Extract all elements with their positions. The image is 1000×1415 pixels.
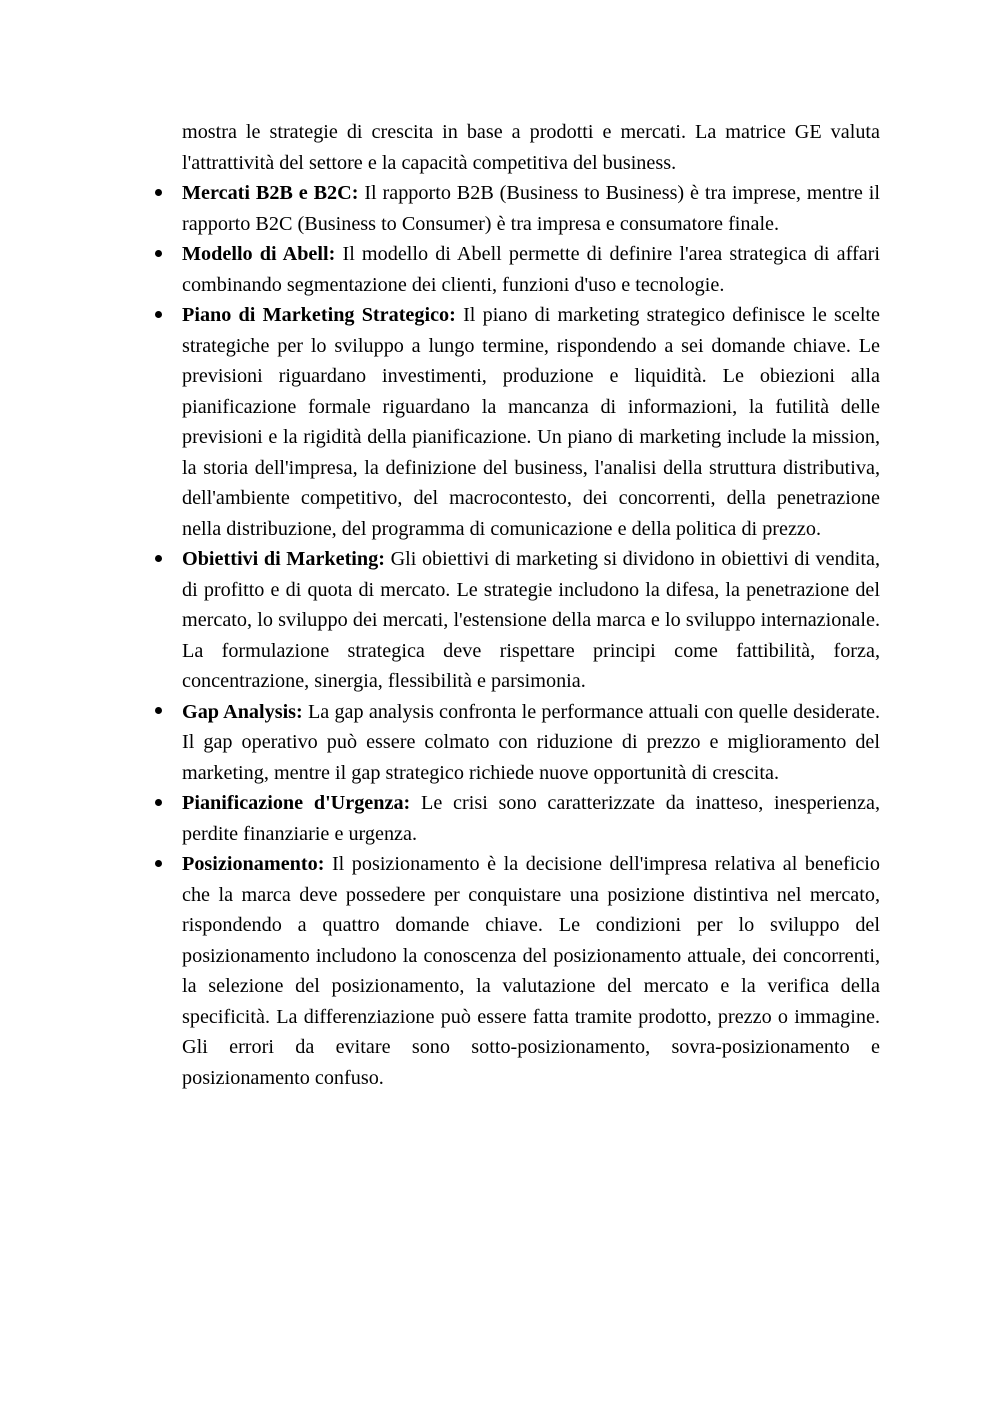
item-term: Piano di Marketing Strategico: xyxy=(182,304,464,326)
item-text: Il piano di marketing strategico definisce le scelte strategiche per lo sviluppo a lungo termine, rispondendo a sei domande chiave. Le previsioni riguardano investimenti, produzione e liquidità. Le obiezioni alla pianificazione formale riguardano la mancanza di informazioni, la futilità delle previsioni e la rigidità della pianificazione. Un piano di marketing include la mission, la storia dell'impresa, la definizione del business, l'analisi della struttura distributiva, dell'ambiente competitivo, del macrocontesto, dei concorrenti, della penetrazione nella distribuzione, del programma di comunicazione e della politica di prezzo. xyxy=(182,304,880,540)
lead-paragraph: mostra le strategie di crescita in base a prodotti e mercati. La matrice GE valuta l'attrattività del settore e la capacità competitiva del business. xyxy=(182,121,880,174)
item-term: Pianificazione d'Urgenza: xyxy=(182,792,422,814)
bullet-icon xyxy=(153,849,163,880)
item-text: Le crisi sono caratterizzate da inatteso, inesperienza, perdite finanziarie e urgenza. xyxy=(182,792,880,845)
document-body xyxy=(182,117,880,1093)
item-term: Mercati B2B e B2C: xyxy=(182,182,365,204)
bullet-list xyxy=(182,178,880,1093)
list-item xyxy=(182,300,880,544)
item-text: Il posizionamento è la decisione dell'impresa relativa al beneficio che la marca deve possedere per conquistare una posizione distintiva nel mercato, rispondendo a quattro domande chiave. Le condizioni per lo sviluppo del posizionamento includono la conoscenza del posizionamento attuale, dei concorrenti, la selezione del posizionamento, la valutazione del mercato e la verifica della specificità. La differenziazione può essere fatta tramite prodotto, prezzo o immagine. Gli errori da evitare sono sotto-posizionamento, sovra-posizionamento e posizionamento confuso. xyxy=(182,853,880,1089)
item-text: Gli obiettivi di marketing si dividono in obiettivi di vendita, di profitto e di quota di mercato. Le strategie includono la difesa, la penetrazione del mercato, lo sviluppo dei mercati, l'estensione della marca e lo sviluppo internazionale. La formulazione strategica deve rispettare principi come fattibilità, forza, concentrazione, sinergia, flessibilità e parsimonia. xyxy=(182,548,880,692)
list-item xyxy=(182,849,880,1093)
item-term: Posizionamento: xyxy=(182,853,332,875)
bullet-icon xyxy=(153,697,163,728)
bullet-icon xyxy=(153,300,163,331)
item-text: La gap analysis confronta le performance attuali con quelle desiderate. Il gap operativo può essere colmato con riduzione di prezzo e miglioramento del marketing, mentre il gap strategico richiede nuove opportunità di crescita. xyxy=(182,700,880,784)
item-term: Gap Analysis: xyxy=(182,700,308,723)
item-term: Modello di Abell: xyxy=(182,243,343,265)
list-item xyxy=(182,788,880,849)
item-text: Il modello di Abell permette di definire l'area strategica di affari combinando segmentazione dei clienti, funzioni d'uso e tecnologie. xyxy=(182,243,880,296)
list-item xyxy=(182,697,880,789)
list-item xyxy=(182,178,880,239)
bullet-icon xyxy=(153,239,163,270)
item-text: Il rapporto B2B (Business to Business) è tra imprese, mentre il rapporto B2C (Business to Consumer) è tra impresa e consumatore finale. xyxy=(182,182,880,235)
item-term: Obiettivi di Marketing: xyxy=(182,548,391,570)
bullet-icon xyxy=(153,788,163,819)
list-item xyxy=(182,544,880,697)
list-item xyxy=(182,239,880,300)
bullet-icon xyxy=(153,178,163,209)
bullet-icon xyxy=(153,544,163,575)
